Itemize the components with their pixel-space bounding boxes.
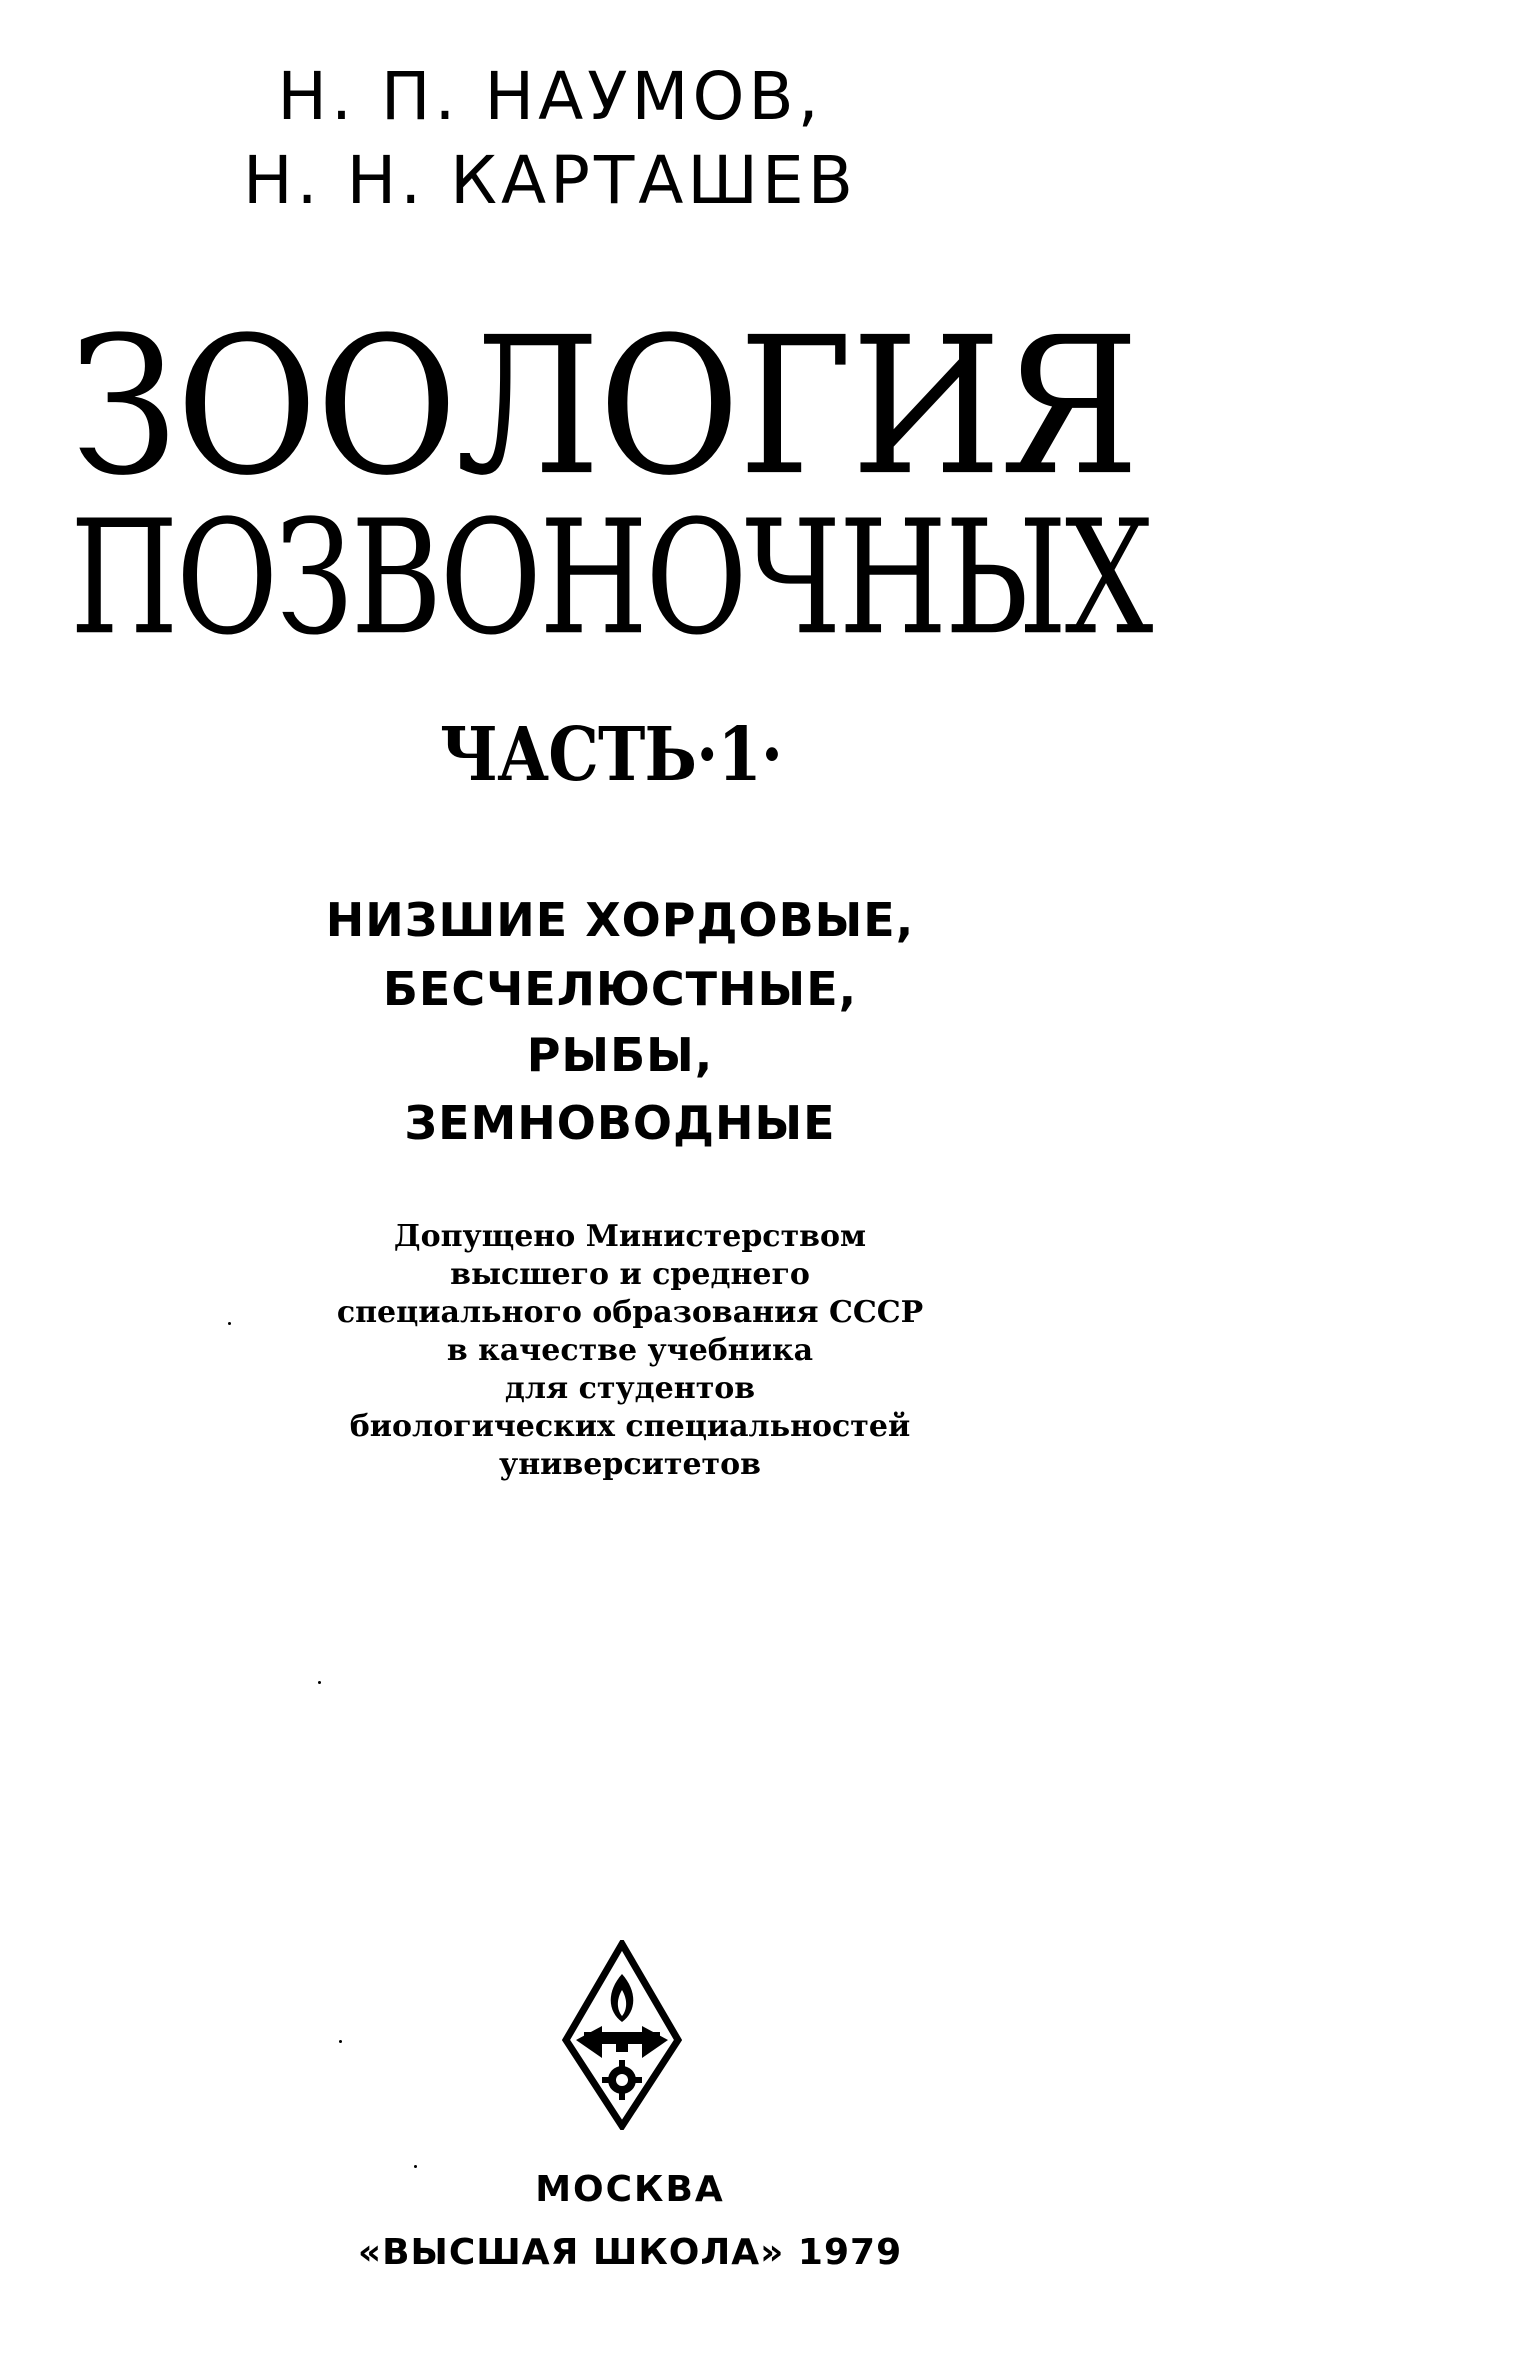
approval-line-3: специального образования СССР [336, 1295, 924, 1330]
imprint-publisher-year: «ВЫСШАЯ ШКОЛА» 1979 [357, 2232, 903, 2273]
publisher-emblem-icon [562, 1940, 682, 2130]
approval-line-5: для студентов [504, 1371, 756, 1406]
subtitle-line-1: НИЗШИЕ ХОРДОВЫЕ, [325, 893, 915, 947]
subtitle-line-3: РЫБЫ, [526, 1028, 714, 1082]
scan-speck [228, 1322, 231, 1325]
approval-line-6: биологических специальностей [349, 1409, 911, 1444]
scan-speck [318, 1681, 321, 1684]
book-title-line-2: ПОЗВОНОЧНЫХ [70, 487, 1151, 671]
scan-speck [414, 2165, 417, 2168]
subtitle-line-2: БЕСЧЕЛЮСТНЫЕ, [382, 962, 858, 1016]
approval-line-7: университетов [499, 1447, 761, 1482]
book-title-line-1: ЗООЛОГИЯ [70, 295, 1138, 518]
imprint-city: МОСКВА [535, 2169, 725, 2210]
author-naumov: Н. П. НАУМОВ, [277, 58, 823, 135]
part-number: ЧАСТЬ·1· [440, 712, 783, 798]
approval-line-2: высшего и среднего [450, 1257, 810, 1292]
author-kartashev: Н. Н. КАРТАШЕВ [242, 142, 857, 219]
approval-line-1: Допущено Министерством [393, 1219, 867, 1254]
scan-speck [339, 2040, 342, 2043]
subtitle-line-4: ЗЕМНОВОДНЫЕ [404, 1096, 836, 1150]
approval-line-4: в качестве учебника [446, 1333, 814, 1368]
